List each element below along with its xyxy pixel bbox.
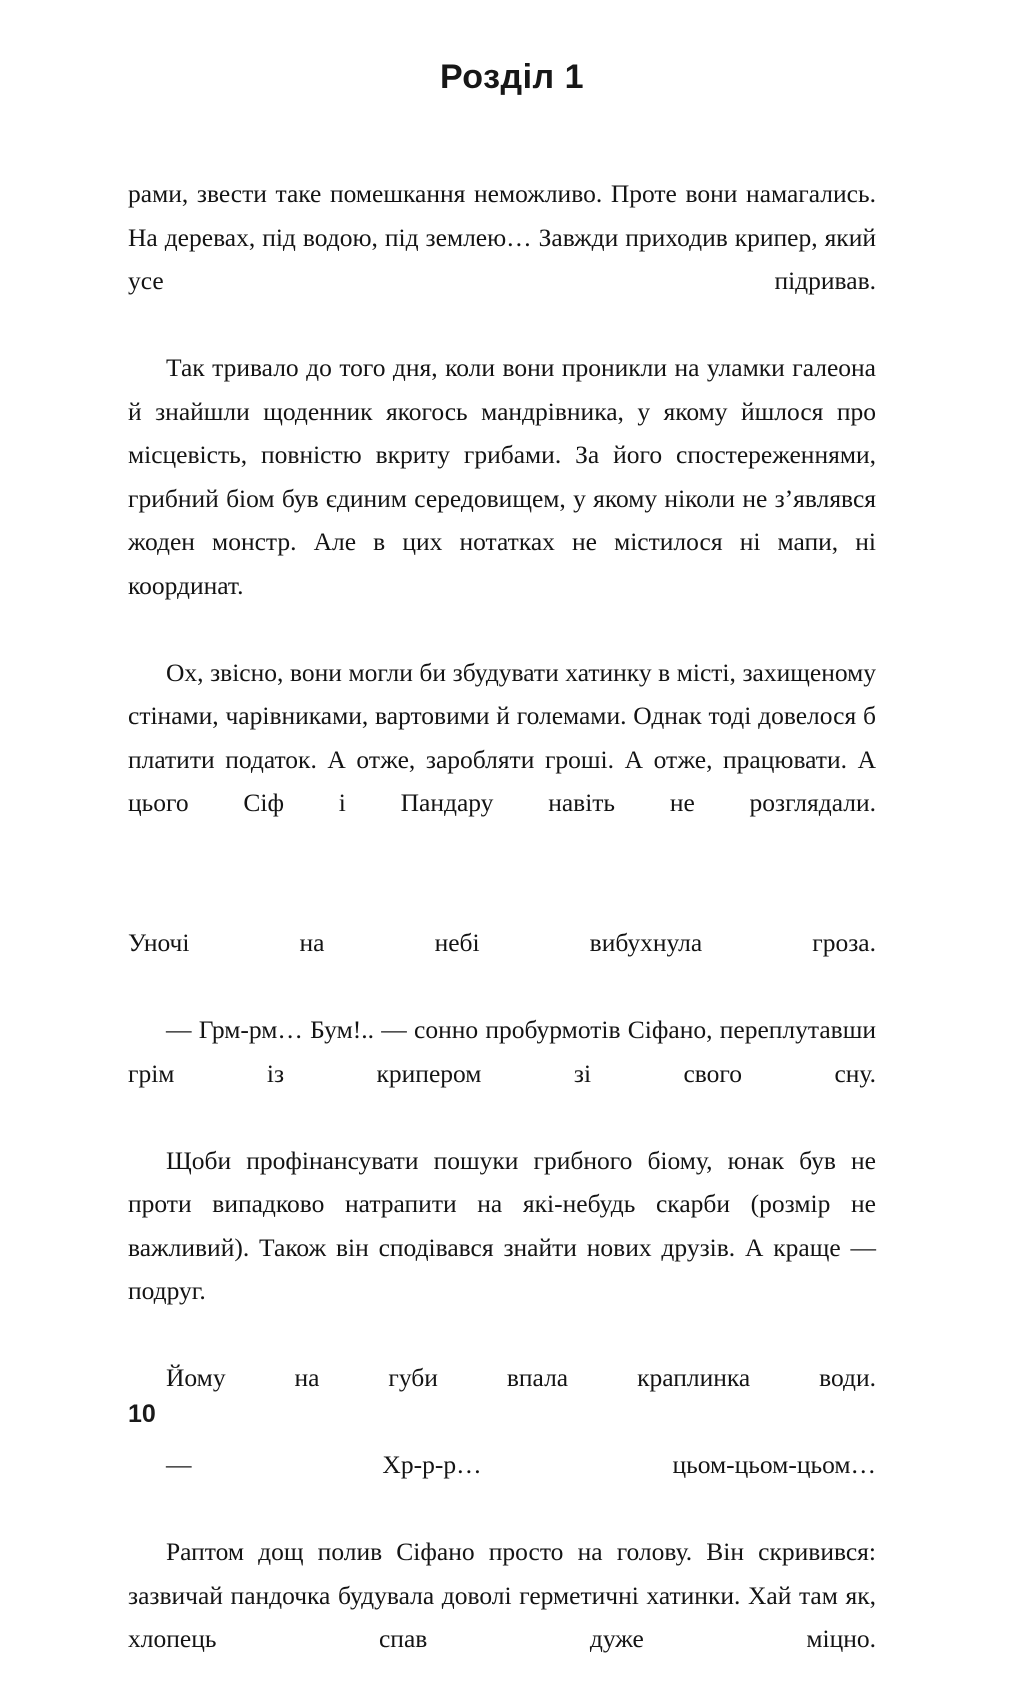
- section-break: [128, 868, 876, 921]
- body-text-block: [128, 172, 876, 1704]
- paragraph: Уночі на небі вибухнула гроза.: [128, 928, 876, 957]
- paragraph: Ох, звісно, вони могли би збудувати хатинку в місті, захищеному стінами, чарівниками, вартовими й големами. Однак тоді довелося б платити податок. А отже, заробляти гроші. А отже, працювати. А цього Сіф і Пандару навіть не розглядали.: [128, 657, 876, 817]
- dialogue-paragraph: — Хр-р-р… цьом-цьом-цьом…: [166, 1450, 876, 1479]
- page-number: 10: [128, 1400, 156, 1428]
- chapter-heading: Розділ 1: [439, 58, 585, 96]
- paragraph: Так тривало до того дня, коли вони проникли на уламки галеона й знайшли щоденник якогось мандрівника, у якому йшлося про місцевість, повністю вкриту грибами. За його спостереженнями, грибний біом був єдиним середовищем, у якому ніколи не з’являвся жоден монстр. Але в цих нотатках не містилося ні мапи, ні координат.: [128, 353, 876, 600]
- dialogue-paragraph: — Грм-рм… Бум!.. — сонно пробурмотів Сіфано, переплутавши грім із крипером зі свого сну.: [128, 1015, 876, 1088]
- paragraph: Щоби профінансувати пошуки грибного біому, юнак був не проти випадково натрапити на які-небудь скарби (розмір не важливий). Також він сподівався знайти нових друзів. А краще — подруг.: [128, 1145, 876, 1305]
- paragraph: Раптом дощ полив Сіфано просто на голову. Він скривився: зазвичай пандочка будувала доволі герметичні хатинки. Хай там як, хлопець спав дуже міцно.: [128, 1537, 876, 1653]
- paragraph: Йому на губи впала краплинка води.: [166, 1363, 876, 1392]
- paragraph: рами, звести таке помешкання неможливо. Проте вони намагались. На деревах, під водою, під землею… Завжди приходив крипер, який усе підривав.: [128, 179, 876, 295]
